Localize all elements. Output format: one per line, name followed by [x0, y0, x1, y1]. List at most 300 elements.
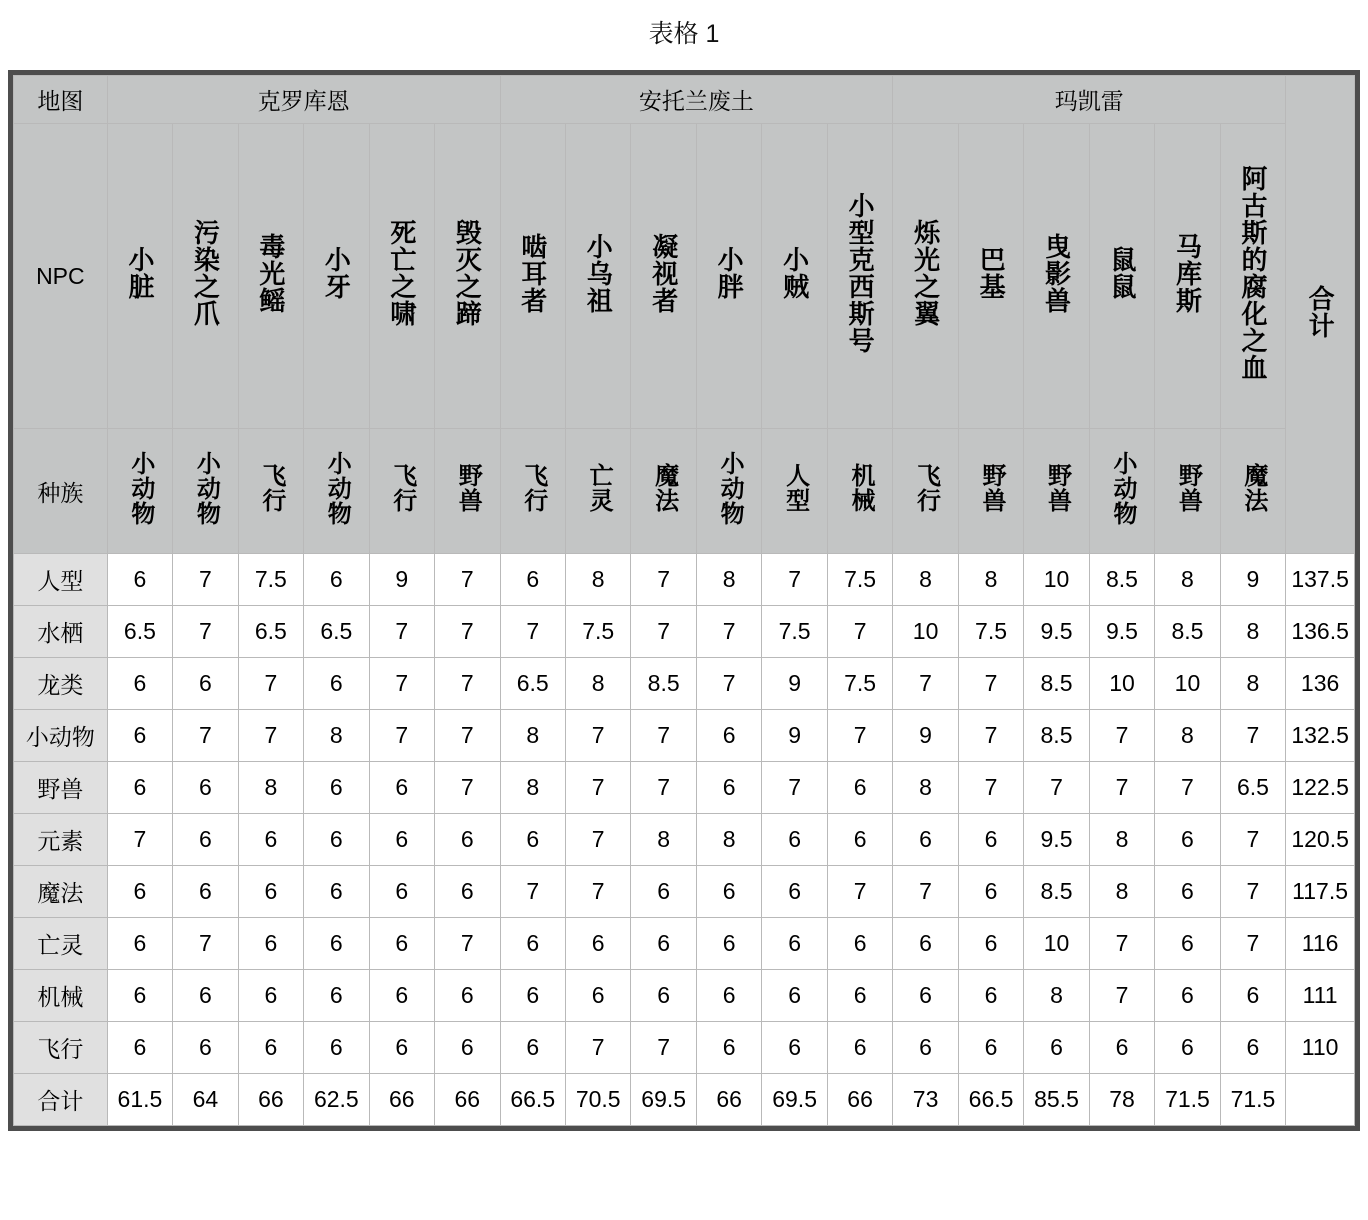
- column-total-18: 71.5: [1220, 1074, 1286, 1126]
- cell-r6-c3: 6: [238, 814, 303, 866]
- cell-r8-c6: 7: [435, 918, 500, 970]
- npc-header-label-7: 啮耳者: [517, 232, 548, 314]
- cell-r2-c9: 7: [631, 606, 696, 658]
- npc-header-9: [631, 124, 696, 429]
- cell-r5-c5: 6: [369, 762, 434, 814]
- cell-r9-c2: 6: [173, 970, 238, 1022]
- cell-r6-c8: 7: [565, 814, 630, 866]
- cell-r3-c14: 7: [958, 658, 1023, 710]
- cell-r7-c1: 6: [107, 866, 172, 918]
- cell-r1-c15: 10: [1024, 554, 1089, 606]
- column-total-2: 64: [173, 1074, 238, 1126]
- cell-r6-c17: 6: [1155, 814, 1220, 866]
- cell-r9-c6: 6: [435, 970, 500, 1022]
- column-total-12: 66: [827, 1074, 893, 1126]
- npc-header-6: [435, 124, 500, 429]
- cell-r10-c1: 6: [107, 1022, 172, 1074]
- row-header-1: 人型: [14, 554, 108, 606]
- cell-r8-c10: 6: [696, 918, 761, 970]
- npc-header-2: [173, 124, 238, 429]
- npc-header-1: [107, 124, 172, 429]
- cell-r2-c12: 7: [827, 606, 893, 658]
- cell-r6-c10: 8: [696, 814, 761, 866]
- npc-header-label-14: 巴基: [976, 246, 1007, 300]
- npc-race-label-3: 飞行: [257, 463, 285, 513]
- cell-r3-c9: 8.5: [631, 658, 696, 710]
- cell-r7-c5: 6: [369, 866, 434, 918]
- npc-header-17: [1155, 124, 1220, 429]
- npc-race-6: [435, 429, 500, 554]
- npc-header-label-6: 毁灭之蹄: [452, 219, 483, 327]
- cell-r5-c1: 6: [107, 762, 172, 814]
- cell-r10-c10: 6: [696, 1022, 761, 1074]
- cell-r2-c3: 6.5: [238, 606, 303, 658]
- cell-r9-c1: 6: [107, 970, 172, 1022]
- row-total-3: 136: [1286, 658, 1355, 710]
- cell-r4-c9: 7: [631, 710, 696, 762]
- cell-r3-c16: 10: [1089, 658, 1154, 710]
- cell-r3-c18: 8: [1220, 658, 1286, 710]
- table-total-row: [14, 1074, 1355, 1126]
- cell-r9-c5: 6: [369, 970, 434, 1022]
- cell-r5-c13: 8: [893, 762, 958, 814]
- npc-header-label-2: 污染之爪: [190, 219, 221, 327]
- cell-r1-c11: 7: [762, 554, 827, 606]
- npc-race-label-14: 野兽: [978, 463, 1005, 513]
- row-total-8: 116: [1286, 918, 1355, 970]
- cell-r9-c4: 6: [304, 970, 369, 1022]
- cell-r1-c3: 7.5: [238, 554, 303, 606]
- cell-r4-c12: 7: [827, 710, 893, 762]
- cell-r6-c16: 8: [1089, 814, 1154, 866]
- cell-r6-c11: 6: [762, 814, 827, 866]
- npc-race-13: [893, 429, 958, 554]
- npc-race-10: [696, 429, 761, 554]
- cell-r5-c16: 7: [1089, 762, 1154, 814]
- row-total-2: 136.5: [1286, 606, 1355, 658]
- cell-r9-c18: 6: [1220, 970, 1286, 1022]
- table-row: [14, 918, 1355, 970]
- column-total-4: 62.5: [304, 1074, 369, 1126]
- cell-r5-c4: 6: [304, 762, 369, 814]
- npc-race-label-2: 小动物: [192, 450, 220, 526]
- row-header-6: 元素: [14, 814, 108, 866]
- npc-race-label-5: 飞行: [388, 463, 416, 513]
- column-total-1: 61.5: [107, 1074, 172, 1126]
- npc-race-label-10: 小动物: [716, 450, 744, 526]
- cell-r8-c1: 6: [107, 918, 172, 970]
- cell-r5-c9: 7: [631, 762, 696, 814]
- cell-r10-c5: 6: [369, 1022, 434, 1074]
- cell-r7-c12: 7: [827, 866, 893, 918]
- cell-r5-c7: 8: [500, 762, 565, 814]
- npc-race-5: [369, 429, 434, 554]
- cell-r2-c8: 7.5: [565, 606, 630, 658]
- npc-race-14: [958, 429, 1023, 554]
- cell-r10-c18: 6: [1220, 1022, 1286, 1074]
- cell-r9-c12: 6: [827, 970, 893, 1022]
- npc-race-label-17: 野兽: [1174, 463, 1202, 513]
- cell-r10-c11: 6: [762, 1022, 827, 1074]
- cell-r8-c2: 7: [173, 918, 238, 970]
- npc-label-cell: NPC: [14, 124, 108, 429]
- cell-r7-c2: 6: [173, 866, 238, 918]
- cell-r8-c17: 6: [1155, 918, 1220, 970]
- cell-r1-c14: 8: [958, 554, 1023, 606]
- table-row: [14, 658, 1355, 710]
- cell-r6-c12: 6: [827, 814, 893, 866]
- cell-r3-c15: 8.5: [1024, 658, 1089, 710]
- cell-r4-c13: 9: [893, 710, 958, 762]
- cell-r8-c13: 6: [893, 918, 958, 970]
- npc-header-label-9: 凝视者: [648, 232, 679, 314]
- cell-r7-c15: 8.5: [1024, 866, 1089, 918]
- cell-r1-c4: 6: [304, 554, 369, 606]
- column-total-3: 66: [238, 1074, 303, 1126]
- cell-r10-c7: 6: [500, 1022, 565, 1074]
- cell-r10-c16: 6: [1089, 1022, 1154, 1074]
- column-total-13: 73: [893, 1074, 958, 1126]
- npc-header-label-13: 烁光之翼: [910, 219, 941, 327]
- cell-r5-c12: 6: [827, 762, 893, 814]
- npc-race-label-6: 野兽: [454, 463, 482, 513]
- cell-r5-c14: 7: [958, 762, 1023, 814]
- npc-race-8: [565, 429, 630, 554]
- npc-header-10: [696, 124, 761, 429]
- cell-r6-c9: 8: [631, 814, 696, 866]
- npc-header-3: [238, 124, 303, 429]
- cell-r2-c2: 7: [173, 606, 238, 658]
- cell-r4-c11: 9: [762, 710, 827, 762]
- npc-race-2: [173, 429, 238, 554]
- cell-r8-c11: 6: [762, 918, 827, 970]
- npc-race-4: [304, 429, 369, 554]
- cell-r4-c16: 7: [1089, 710, 1154, 762]
- cell-r3-c2: 6: [173, 658, 238, 710]
- cell-r8-c14: 6: [958, 918, 1023, 970]
- npc-header-5: [369, 124, 434, 429]
- column-total-9: 69.5: [631, 1074, 696, 1126]
- cell-r7-c13: 7: [893, 866, 958, 918]
- cell-r8-c7: 6: [500, 918, 565, 970]
- npc-header-label-4: 小牙: [321, 246, 352, 300]
- cell-r8-c16: 7: [1089, 918, 1154, 970]
- cell-r9-c13: 6: [893, 970, 958, 1022]
- cell-r5-c11: 7: [762, 762, 827, 814]
- cell-r6-c7: 6: [500, 814, 565, 866]
- cell-r2-c16: 9.5: [1089, 606, 1154, 658]
- npc-race-label-13: 飞行: [912, 463, 940, 513]
- cell-r2-c17: 8.5: [1155, 606, 1220, 658]
- cell-r2-c18: 8: [1220, 606, 1286, 658]
- npc-header-8: [565, 124, 630, 429]
- cell-r3-c13: 7: [893, 658, 958, 710]
- cell-r2-c4: 6.5: [304, 606, 369, 658]
- cell-r6-c14: 6: [958, 814, 1023, 866]
- column-total-14: 66.5: [958, 1074, 1023, 1126]
- npc-race-17: [1155, 429, 1220, 554]
- npc-header-label-17: 马库斯: [1172, 232, 1203, 314]
- cell-r5-c18: 6.5: [1220, 762, 1286, 814]
- npc-header-18: [1220, 124, 1286, 429]
- cell-r2-c1: 6.5: [107, 606, 172, 658]
- cell-r3-c1: 6: [107, 658, 172, 710]
- npc-race-16: [1089, 429, 1154, 554]
- cell-r9-c9: 6: [631, 970, 696, 1022]
- cell-r4-c8: 7: [565, 710, 630, 762]
- npc-header-label-3: 毒光鳐: [255, 232, 286, 314]
- cell-r10-c13: 6: [893, 1022, 958, 1074]
- cell-r10-c8: 7: [565, 1022, 630, 1074]
- npc-header-label-15: 曳影兽: [1041, 232, 1072, 314]
- npc-race-3: [238, 429, 303, 554]
- cell-r7-c18: 7: [1220, 866, 1286, 918]
- npc-race-18: [1220, 429, 1286, 554]
- column-total-8: 70.5: [565, 1074, 630, 1126]
- cell-r2-c11: 7.5: [762, 606, 827, 658]
- cell-r4-c3: 7: [238, 710, 303, 762]
- npc-header-11: [762, 124, 827, 429]
- cell-r8-c3: 6: [238, 918, 303, 970]
- npc-header-label-16: 鼠鼠: [1107, 246, 1138, 300]
- cell-r7-c17: 6: [1155, 866, 1220, 918]
- row-header-2: 水栖: [14, 606, 108, 658]
- cell-r7-c16: 8: [1089, 866, 1154, 918]
- cell-r3-c6: 7: [435, 658, 500, 710]
- cell-r5-c10: 6: [696, 762, 761, 814]
- cell-r5-c15: 7: [1024, 762, 1089, 814]
- npc-header-15: [1024, 124, 1089, 429]
- cell-r3-c11: 9: [762, 658, 827, 710]
- npc-header-12: [827, 124, 893, 429]
- column-total-17: 71.5: [1155, 1074, 1220, 1126]
- table-row: [14, 866, 1355, 918]
- cell-r10-c2: 6: [173, 1022, 238, 1074]
- npc-race-12: [827, 429, 893, 554]
- total-row-label: 合计: [14, 1074, 108, 1126]
- page-title: 表格 1: [648, 20, 720, 48]
- npc-race-table: [13, 75, 1355, 1126]
- cell-r8-c18: 7: [1220, 918, 1286, 970]
- cell-r3-c12: 7.5: [827, 658, 893, 710]
- row-header-5: 野兽: [14, 762, 108, 814]
- cell-r1-c5: 9: [369, 554, 434, 606]
- cell-r7-c14: 6: [958, 866, 1023, 918]
- npc-race-1: [107, 429, 172, 554]
- npc-header-label-10: 小胖: [714, 246, 745, 300]
- cell-r9-c3: 6: [238, 970, 303, 1022]
- npc-race-label-8: 亡灵: [585, 463, 613, 513]
- cell-r6-c5: 6: [369, 814, 434, 866]
- npc-race-label-11: 人型: [781, 463, 809, 513]
- column-total-15: 85.5: [1024, 1074, 1089, 1126]
- cell-r5-c2: 6: [173, 762, 238, 814]
- cell-r8-c15: 10: [1024, 918, 1089, 970]
- row-total-4: 132.5: [1286, 710, 1355, 762]
- npc-header-label-8: 小乌祖: [583, 232, 614, 314]
- cell-r6-c1: 7: [107, 814, 172, 866]
- cell-r1-c18: 9: [1220, 554, 1286, 606]
- row-header-4: 小动物: [14, 710, 108, 762]
- cell-r1-c7: 6: [500, 554, 565, 606]
- row-total-10: 110: [1286, 1022, 1355, 1074]
- cell-r8-c5: 6: [369, 918, 434, 970]
- cell-r1-c13: 8: [893, 554, 958, 606]
- cell-r3-c5: 7: [369, 658, 434, 710]
- cell-r4-c10: 6: [696, 710, 761, 762]
- cell-r2-c7: 7: [500, 606, 565, 658]
- cell-r3-c8: 8: [565, 658, 630, 710]
- cell-r4-c4: 8: [304, 710, 369, 762]
- npc-header-13: [893, 124, 958, 429]
- table-row: [14, 814, 1355, 866]
- table-row: [14, 606, 1355, 658]
- table-header-map-row: [14, 76, 1355, 124]
- table-header-npc-row: [14, 124, 1355, 429]
- total-column-header: [1286, 76, 1355, 554]
- npc-header-label-1: 小脏: [124, 246, 155, 300]
- npc-race-9: [631, 429, 696, 554]
- npc-header-14: [958, 124, 1023, 429]
- npc-header-label-5: 死亡之啸: [386, 219, 417, 327]
- npc-race-label-16: 小动物: [1108, 450, 1136, 526]
- npc-header-label-12: 小型克西斯号: [845, 192, 876, 354]
- data-table-container: [8, 70, 1360, 1131]
- map-group-header-1: 克罗库恩: [107, 76, 500, 124]
- cell-r6-c4: 6: [304, 814, 369, 866]
- cell-r10-c17: 6: [1155, 1022, 1220, 1074]
- cell-r10-c12: 6: [827, 1022, 893, 1074]
- cell-r4-c18: 7: [1220, 710, 1286, 762]
- cell-r9-c17: 6: [1155, 970, 1220, 1022]
- cell-r8-c9: 6: [631, 918, 696, 970]
- cell-r1-c9: 7: [631, 554, 696, 606]
- cell-r3-c17: 10: [1155, 658, 1220, 710]
- cell-r6-c2: 6: [173, 814, 238, 866]
- map-label-cell: 地图: [14, 76, 108, 124]
- map-group-header-2: 安托兰废土: [500, 76, 893, 124]
- cell-r10-c3: 6: [238, 1022, 303, 1074]
- npc-header-label-18: 阿古斯的腐化之血: [1237, 165, 1268, 381]
- cell-r4-c1: 6: [107, 710, 172, 762]
- row-header-7: 魔法: [14, 866, 108, 918]
- cell-r7-c3: 6: [238, 866, 303, 918]
- npc-header-label-11: 小贼: [779, 246, 810, 300]
- row-total-9: 111: [1286, 970, 1355, 1022]
- cell-r5-c3: 8: [238, 762, 303, 814]
- cell-r1-c16: 8.5: [1089, 554, 1154, 606]
- cell-r7-c7: 7: [500, 866, 565, 918]
- cell-r3-c3: 7: [238, 658, 303, 710]
- table-row: [14, 762, 1355, 814]
- cell-r3-c7: 6.5: [500, 658, 565, 710]
- cell-r1-c2: 7: [173, 554, 238, 606]
- cell-r7-c4: 6: [304, 866, 369, 918]
- row-header-9: 机械: [14, 970, 108, 1022]
- cell-r2-c6: 7: [435, 606, 500, 658]
- cell-r6-c18: 7: [1220, 814, 1286, 866]
- cell-r1-c17: 8: [1155, 554, 1220, 606]
- cell-r4-c5: 7: [369, 710, 434, 762]
- cell-r5-c8: 7: [565, 762, 630, 814]
- npc-race-label-18: 魔法: [1239, 463, 1267, 513]
- npc-race-label-9: 魔法: [650, 463, 678, 513]
- row-header-8: 亡灵: [14, 918, 108, 970]
- column-total-6: 66: [435, 1074, 500, 1126]
- cell-r2-c10: 7: [696, 606, 761, 658]
- race-label-cell: 种族: [14, 429, 108, 554]
- cell-r8-c4: 6: [304, 918, 369, 970]
- cell-r9-c16: 7: [1089, 970, 1154, 1022]
- cell-r9-c14: 6: [958, 970, 1023, 1022]
- table-row: [14, 1022, 1355, 1074]
- row-total-7: 117.5: [1286, 866, 1355, 918]
- npc-race-label-4: 小动物: [323, 450, 351, 526]
- cell-r7-c9: 6: [631, 866, 696, 918]
- row-header-3: 龙类: [14, 658, 108, 710]
- cell-r4-c6: 7: [435, 710, 500, 762]
- cell-r4-c14: 7: [958, 710, 1023, 762]
- npc-race-label-7: 飞行: [519, 463, 547, 513]
- cell-r4-c7: 8: [500, 710, 565, 762]
- cell-r7-c8: 7: [565, 866, 630, 918]
- npc-header-4: [304, 124, 369, 429]
- map-group-header-3: 玛凯雷: [893, 76, 1286, 124]
- row-header-10: 飞行: [14, 1022, 108, 1074]
- cell-r3-c10: 7: [696, 658, 761, 710]
- cell-r1-c6: 7: [435, 554, 500, 606]
- cell-r1-c10: 8: [696, 554, 761, 606]
- cell-r7-c11: 6: [762, 866, 827, 918]
- table-row: [14, 710, 1355, 762]
- cell-r1-c12: 7.5: [827, 554, 893, 606]
- cell-r1-c1: 6: [107, 554, 172, 606]
- cell-r6-c15: 9.5: [1024, 814, 1089, 866]
- cell-r4-c15: 8.5: [1024, 710, 1089, 762]
- npc-header-7: [500, 124, 565, 429]
- cell-r5-c6: 7: [435, 762, 500, 814]
- cell-r6-c13: 6: [893, 814, 958, 866]
- cell-r9-c15: 8: [1024, 970, 1089, 1022]
- npc-race-label-1: 小动物: [126, 450, 154, 526]
- row-total-5: 122.5: [1286, 762, 1355, 814]
- npc-race-7: [500, 429, 565, 554]
- table-row: [14, 554, 1355, 606]
- cell-r5-c17: 7: [1155, 762, 1220, 814]
- cell-r8-c12: 6: [827, 918, 893, 970]
- npc-race-15: [1024, 429, 1089, 554]
- column-total-7: 66.5: [500, 1074, 565, 1126]
- cell-r7-c10: 6: [696, 866, 761, 918]
- column-total-5: 66: [369, 1074, 434, 1126]
- column-total-16: 78: [1089, 1074, 1154, 1126]
- cell-r10-c15: 6: [1024, 1022, 1089, 1074]
- table-row: [14, 970, 1355, 1022]
- cell-r2-c13: 10: [893, 606, 958, 658]
- total-column-header-label: 合计: [1305, 284, 1336, 339]
- cell-r10-c9: 7: [631, 1022, 696, 1074]
- cell-r9-c10: 6: [696, 970, 761, 1022]
- cell-r1-c8: 8: [565, 554, 630, 606]
- npc-race-11: [762, 429, 827, 554]
- npc-race-label-12: 机械: [847, 463, 875, 513]
- npc-race-label-15: 野兽: [1043, 463, 1071, 513]
- cell-r10-c14: 6: [958, 1022, 1023, 1074]
- column-total-11: 69.5: [762, 1074, 827, 1126]
- cell-r10-c6: 6: [435, 1022, 500, 1074]
- cell-r4-c17: 8: [1155, 710, 1220, 762]
- cell-r7-c6: 6: [435, 866, 500, 918]
